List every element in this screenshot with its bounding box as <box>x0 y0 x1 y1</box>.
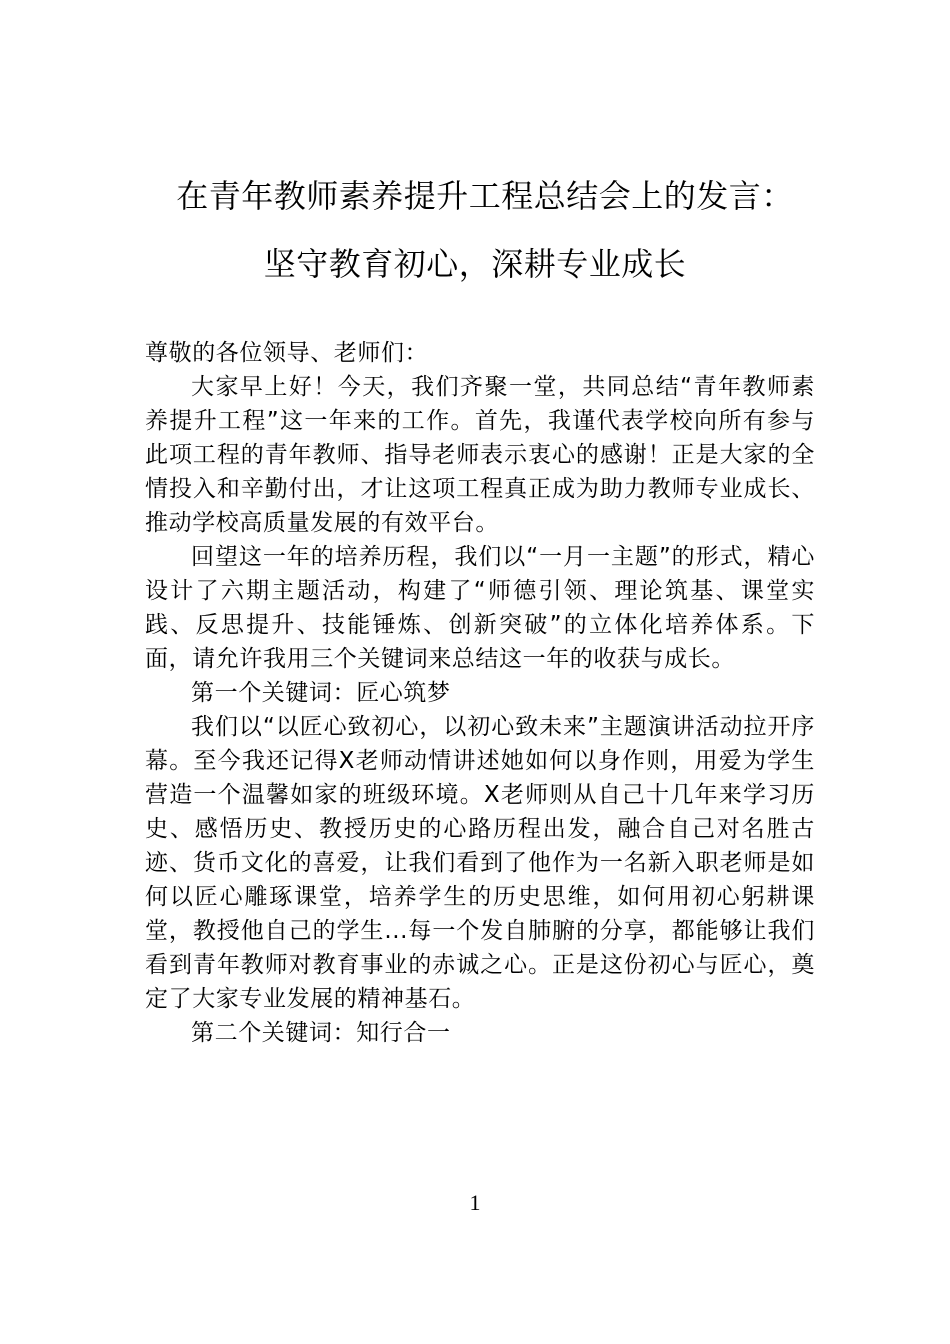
page-number: 1 <box>469 1190 481 1215</box>
document-title-line-2: 坚守教育初心，深耕专业成长 <box>263 245 687 283</box>
salutation: 尊敬的各位领导、老师们： <box>145 340 429 366</box>
paragraph-greeting: 大家早上好！今天，我们齐聚一堂，共同总结“青年教师素养提升工程”这一年来的工作。首先，我谨代表学校向所有参与此项工程的青年教师、指导老师表示衷心的感谢！正是大家的全情投入和辛勤付出，才让这项工程真正成为助力教师专业成长、推动学校高质量发展的有效平台。 <box>145 374 815 536</box>
document-title-line-1: 在青年教师素养提升工程总结会上的发言： <box>176 177 794 215</box>
keyword-heading-1: 第一个关键词：匠心筑梦 <box>191 680 451 706</box>
keyword-heading-2: 第二个关键词：知行合一 <box>191 1020 451 1046</box>
document-body <box>145 370 815 1050</box>
paragraph-review: 回望这一年的培养历程，我们以“一月一主题”的形式，精心设计了六期主题活动，构建了“师德引领、理论筑基、课堂实践、反思提升、技能锤炼、创新突破”的立体化培养体系。下面，请允许我用三个关键词来总结这一年的收获与成长。 <box>145 544 815 672</box>
paragraph-keyword-1: 我们以“以匠心致初心，以初心致未来”主题演讲活动拉开序幕。至今我还记得X老师动情讲述她如何以身作则，用爱为学生营造一个温馨如家的班级环境。X老师则从自己十几年来学习历史、感悟历史、教授历史的心路历程出发，融合自己对名胜古迹、货币文化的喜爱，让我们看到了他作为一名新入职老师是如何以匠心雕琢课堂，培养学生的历史思维，如何用初心躬耕课堂，教授他自己的学生...每一个发自肺腑的分享，都能够让我们看到青年教师对教育事业的赤诚之心。正是这份初心与匠心，奠定了大家专业发展的精神基石。 <box>145 714 815 1012</box>
